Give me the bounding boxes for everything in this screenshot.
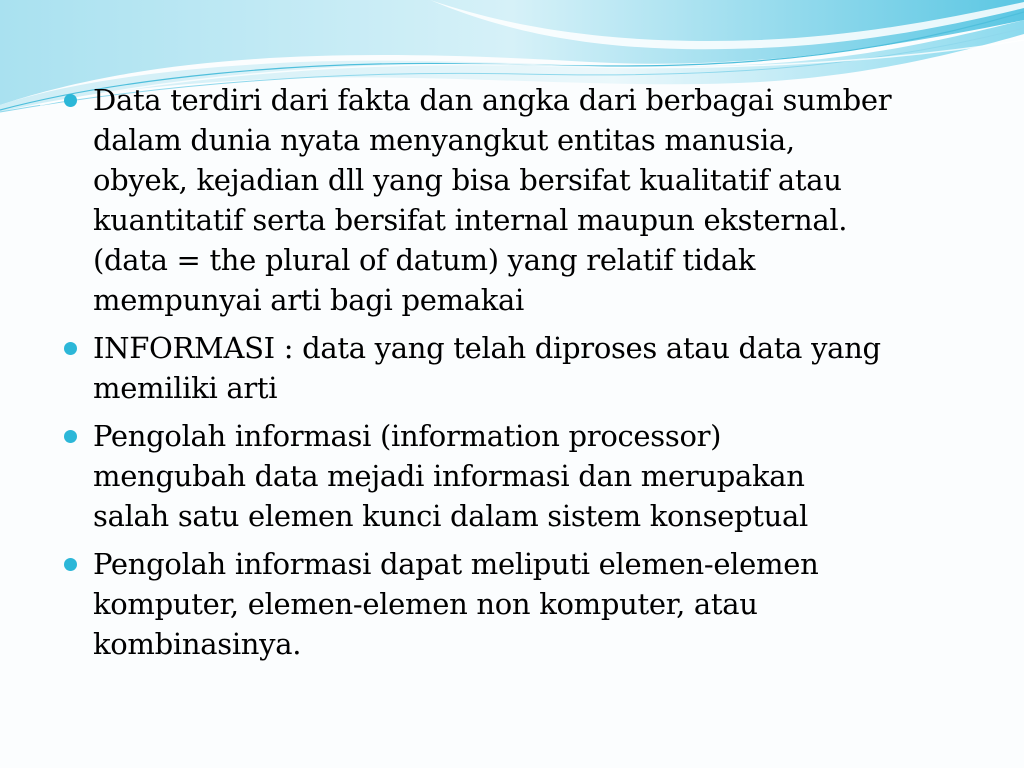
bullet-dot-icon (64, 430, 77, 443)
text-line: Pengolah informasi (information processor) (93, 419, 722, 453)
text-line: INFORMASI : data yang telah diproses atau data yang (93, 331, 881, 365)
bullet-dot-icon (64, 342, 77, 355)
text-line: Pengolah informasi dapat meliputi elemen-elemen (93, 547, 819, 581)
bullet-text (93, 416, 962, 536)
text-line: mengubah data mejadi informasi dan merupakan (93, 459, 805, 493)
bullet-dot-icon (64, 558, 77, 571)
bullet-item-pengolah-informasi (62, 416, 962, 536)
text-line: obyek, kejadian dll yang bisa bersifat kualitatif atau (93, 163, 842, 197)
text-line: salah satu elemen kunci dalam sistem konseptual (93, 499, 808, 533)
text-line: komputer, elemen-elemen non komputer, atau (93, 587, 758, 621)
text-line: kombinasinya. (93, 627, 302, 661)
bullet-text (93, 80, 962, 320)
bullet-text (93, 544, 962, 664)
bullet-text (93, 328, 962, 408)
bullet-dot-icon (64, 94, 77, 107)
content-area (62, 80, 962, 672)
text-line: memiliki arti (93, 371, 278, 405)
text-line: kuantitatif serta bersifat internal maupun eksternal. (93, 203, 848, 237)
text-line: dalam dunia nyata menyangkut entitas manusia, (93, 123, 795, 157)
bullet-item-elemen (62, 544, 962, 664)
text-line: (data = the plural of datum) yang relatif tidak (93, 243, 756, 277)
bullet-item-data-definition (62, 80, 962, 320)
bullet-list (62, 80, 962, 664)
text-line: mempunyai arti bagi pemakai (93, 283, 525, 317)
text-line: Data terdiri dari fakta dan angka dari berbagai sumber (93, 83, 892, 117)
bullet-item-informasi (62, 328, 962, 408)
